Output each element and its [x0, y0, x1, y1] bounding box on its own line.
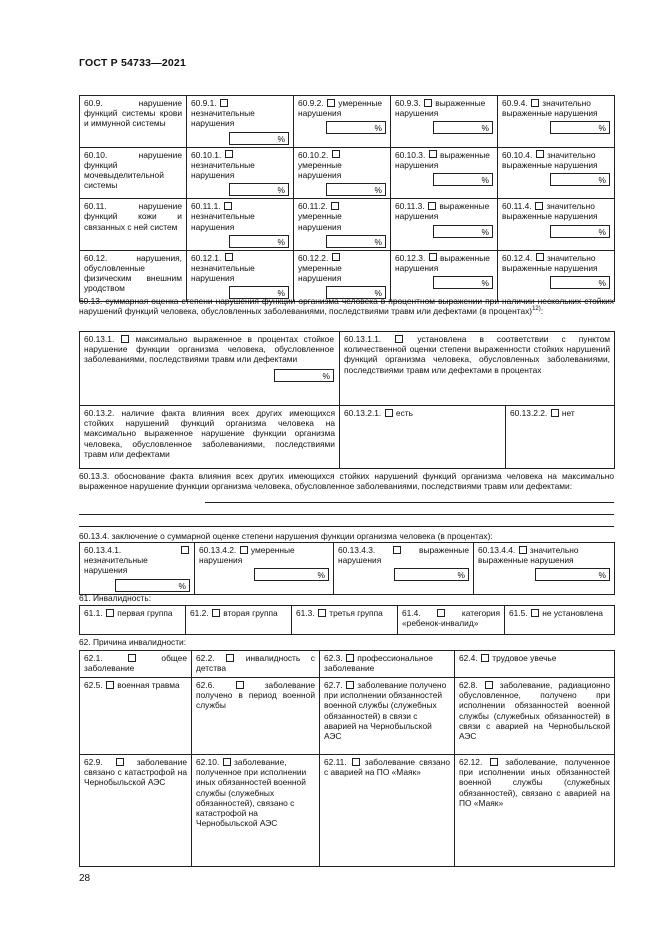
- option-cell[interactable]: 62.3. профессиональное заболевание: [320, 651, 455, 678]
- disability-table: [79, 605, 615, 635]
- option-cell[interactable]: 60.10.3. выраженные нарушения %: [391, 147, 498, 199]
- checkbox[interactable]: [429, 253, 437, 261]
- section-60-13-intro: 60.13. суммарная оценка степени нарушения функции организма человека в процентном выражении при наличии нескольких стойких нарушений функций человека, обусловленных заболеваниями, последствиями травм или дефектами (в процентах)$^{12)}$:: [79, 296, 614, 317]
- checkbox[interactable]: [437, 609, 445, 617]
- disability-title: 61. Инвалидность:: [79, 593, 152, 603]
- checkbox[interactable]: [536, 253, 544, 261]
- checkbox[interactable]: [226, 654, 234, 662]
- checkbox[interactable]: [429, 150, 437, 158]
- option-cell[interactable]: 60.12.4. значительно выраженные нарушения %: [498, 250, 615, 302]
- checkbox[interactable]: [485, 681, 493, 689]
- percent-field[interactable]: %: [254, 568, 329, 581]
- checkbox[interactable]: [531, 609, 539, 617]
- percent-field[interactable]: %: [550, 173, 610, 186]
- checkbox[interactable]: [128, 654, 136, 662]
- option-cell[interactable]: 60.13.4.3. выраженные нарушения %: [334, 543, 474, 595]
- checkbox[interactable]: [332, 253, 340, 261]
- option-cell[interactable]: 62.6. заболевание получено в период военной службы: [192, 678, 320, 755]
- checkbox[interactable]: [236, 681, 244, 689]
- option-cell[interactable]: 60.11.2. умеренные нарушения %: [294, 199, 391, 251]
- checkbox[interactable]: [181, 546, 189, 554]
- checkbox[interactable]: [225, 150, 233, 158]
- percent-field[interactable]: %: [274, 369, 334, 382]
- percent-field[interactable]: %: [394, 568, 469, 581]
- option-no[interactable]: 60.13.2.2. нет: [506, 406, 615, 469]
- option-cell[interactable]: 62.1. общее заболевание: [80, 651, 192, 678]
- percent-field[interactable]: %: [550, 225, 610, 238]
- checkbox[interactable]: [332, 150, 340, 158]
- option-cell[interactable]: 61.5. не установлена: [505, 606, 615, 635]
- percent-field[interactable]: %: [326, 235, 386, 248]
- option-cell[interactable]: 60.13.4.1. незначительные нарушения %: [80, 543, 195, 595]
- percent-field[interactable]: %: [229, 132, 289, 145]
- checkbox[interactable]: [424, 99, 432, 107]
- option-cell[interactable]: 60.11.4. значительно выраженные нарушения %: [498, 199, 615, 251]
- disability-cause-table: [79, 650, 615, 867]
- percent-field[interactable]: %: [433, 121, 493, 134]
- option-cell[interactable]: 60.10.2. умеренные нарушения %: [294, 147, 391, 199]
- function-impairment-table: [79, 95, 615, 302]
- checkbox[interactable]: [224, 202, 232, 210]
- checkbox[interactable]: [240, 546, 248, 554]
- checkbox[interactable]: [106, 681, 114, 689]
- option-cell[interactable]: 62.2. инвалидность с детства: [192, 651, 320, 678]
- percent-field[interactable]: %: [433, 276, 493, 289]
- percent-field[interactable]: %: [326, 183, 386, 196]
- checkbox[interactable]: [535, 202, 543, 210]
- option-cell[interactable]: 62.10. заболевание, полученное при исполнении иных обязанностей военной службы (служебных обязанностей), связано с катастрофой на Чернобыльской АЭС: [192, 755, 320, 867]
- option-cell[interactable]: 62.5. военная травма: [80, 678, 192, 755]
- option-cell[interactable]: 60.13.4.2. умеренные нарушения %: [195, 543, 334, 595]
- checkbox[interactable]: [116, 758, 124, 766]
- option-cell[interactable]: 62.11. заболевание связано с аварией на ПО «Маяк»: [320, 755, 455, 867]
- checkbox[interactable]: [519, 546, 527, 554]
- checkbox[interactable]: [106, 609, 114, 617]
- option-cell[interactable]: 60.9.1. незначительные нарушения %: [187, 96, 294, 148]
- disability-cause-title: 62. Причина инвалидности:: [79, 637, 187, 647]
- checkbox[interactable]: [212, 609, 220, 617]
- percent-field[interactable]: %: [550, 121, 610, 134]
- percent-field[interactable]: %: [535, 568, 610, 581]
- percent-field[interactable]: %: [433, 173, 493, 186]
- checkbox[interactable]: [536, 150, 544, 158]
- option-cell[interactable]: 60.11.3. выраженные нарушения %: [391, 199, 498, 251]
- option-cell[interactable]: 60.10.4. значительно выраженные нарушения %: [498, 147, 615, 199]
- established-cell[interactable]: 60.13.1.1. установлена в соответствии с пунктом количественной оценки степени выраженности стойких нарушений функций организма человека, обусловленных заболеваниями, последствиями травм или дефектами в процентах: [340, 332, 615, 406]
- option-cell[interactable]: 62.7. заболевание получено при исполнении обязанностей военной службы (служебных обязанностей) в связи с аварией на Чернобыльской АЭС: [320, 678, 455, 755]
- option-cell[interactable]: 60.11.1. незначительные нарушения %: [187, 199, 294, 251]
- checkbox[interactable]: [481, 654, 489, 662]
- checkbox[interactable]: [551, 409, 559, 417]
- percent-field[interactable]: %: [229, 183, 289, 196]
- row-label: 60.12. нарушения, обусловленные физическим внешним уродством: [80, 250, 187, 302]
- checkbox[interactable]: [352, 758, 360, 766]
- option-cell[interactable]: 60.9.4. значительно выраженные нарушения %: [498, 96, 615, 148]
- document-header: ГОСТ Р 54733—2021: [79, 57, 187, 69]
- option-cell[interactable]: 60.13.4.4. значительно выраженные нарушения %: [474, 543, 615, 595]
- conclusion-text: 60.13.4. заключение о суммарной оценке степени нарушения функции организма человека (в процентах):: [79, 531, 493, 541]
- percent-field[interactable]: %: [115, 579, 190, 592]
- option-cell[interactable]: 61.1. первая группа: [80, 606, 186, 635]
- page-number: 28: [79, 873, 91, 884]
- justification-line[interactable]: [205, 502, 614, 503]
- checkbox[interactable]: [531, 99, 539, 107]
- checkbox[interactable]: [428, 202, 436, 210]
- checkbox[interactable]: [385, 409, 393, 417]
- influence-fact-cell: 60.13.2. наличие факта влияния всех других имеющихся стойких нарушений функций организма человека на максимально выраженное нарушение функции организма человека, обусловленное заболеваниями, последствиями травм или дефектами: [80, 406, 340, 469]
- option-cell[interactable]: 62.9. заболевание связано с катастрофой на Чернобыльской АЭС: [80, 755, 192, 867]
- option-cell[interactable]: 62.4. трудовое увечье: [455, 651, 615, 678]
- option-yes[interactable]: 60.13.2.1. есть: [340, 406, 506, 469]
- justification-line[interactable]: [79, 514, 614, 515]
- percent-field[interactable]: %: [326, 286, 386, 299]
- percent-field[interactable]: %: [550, 276, 610, 289]
- summary-assessment-table: [79, 331, 615, 469]
- checkbox[interactable]: [318, 609, 326, 617]
- option-cell[interactable]: 60.12.3. выраженные нарушения %: [391, 250, 498, 302]
- checkbox[interactable]: [223, 758, 231, 766]
- option-cell[interactable]: 61.4. категория «ребенок-инвалид»: [398, 606, 505, 635]
- row-label: 60.10. нарушение функций мочевыделительной системы: [80, 147, 187, 199]
- checkbox[interactable]: [346, 681, 354, 689]
- justification-line[interactable]: [79, 526, 614, 527]
- percent-field[interactable]: %: [229, 286, 289, 299]
- option-cell[interactable]: 60.12.2. умеренные нарушения %: [294, 250, 391, 302]
- conclusion-table: [79, 542, 615, 595]
- percent-field[interactable]: %: [433, 225, 493, 238]
- row-label: 60.11. нарушение функций кожи и связанных с ней систем: [80, 199, 187, 251]
- checkbox[interactable]: [121, 335, 129, 343]
- option-cell[interactable]: 61.3. третья группа: [292, 606, 398, 635]
- row-label: 60.9. нарушение функций системы крови и иммунной системы: [80, 96, 187, 148]
- option-cell[interactable]: 60.9.2. умеренные нарушения %: [294, 96, 391, 148]
- option-cell[interactable]: 61.2. вторая группа: [186, 606, 292, 635]
- option-cell[interactable]: 60.10.1. незначительные нарушения %: [187, 147, 294, 199]
- checkbox[interactable]: [395, 335, 403, 343]
- checkbox[interactable]: [331, 202, 339, 210]
- checkbox[interactable]: [220, 99, 228, 107]
- option-cell[interactable]: 62.12. заболевание, полученное при исполнении иных обязанностей военной службы (служебных обязанностей), связано с аварией на ПО «Маяк»: [455, 755, 615, 867]
- justification-text: 60.13.3. обоснование факта влияния всех других имеющихся стойких нарушений функций организма человека на максимально выраженное нарушение функции организма человека, обусловленное заболеваниями, последствиями травм или дефектами:: [79, 471, 614, 492]
- checkbox[interactable]: [327, 99, 335, 107]
- option-cell[interactable]: 60.9.3. выраженные нарушения %: [391, 96, 498, 148]
- option-cell[interactable]: 62.8. заболевание, радиационно обусловленное, получено при исполнении обязанностей военной службы (служебных обязанностей) в связи с аварией на Чернобыльской АЭС: [455, 678, 615, 755]
- percent-field[interactable]: %: [326, 121, 386, 134]
- checkbox[interactable]: [225, 253, 233, 261]
- checkbox[interactable]: [490, 758, 498, 766]
- max-impairment-cell[interactable]: 60.13.1. максимально выраженное в процентах стойкое нарушение функции организма человека, обусловленное заболеваниями, последствиями травм или дефектами %: [80, 332, 340, 406]
- checkbox[interactable]: [393, 546, 401, 554]
- option-cell[interactable]: 60.12.1. незначительные нарушения %: [187, 250, 294, 302]
- percent-field[interactable]: %: [229, 235, 289, 248]
- checkbox[interactable]: [346, 654, 354, 662]
